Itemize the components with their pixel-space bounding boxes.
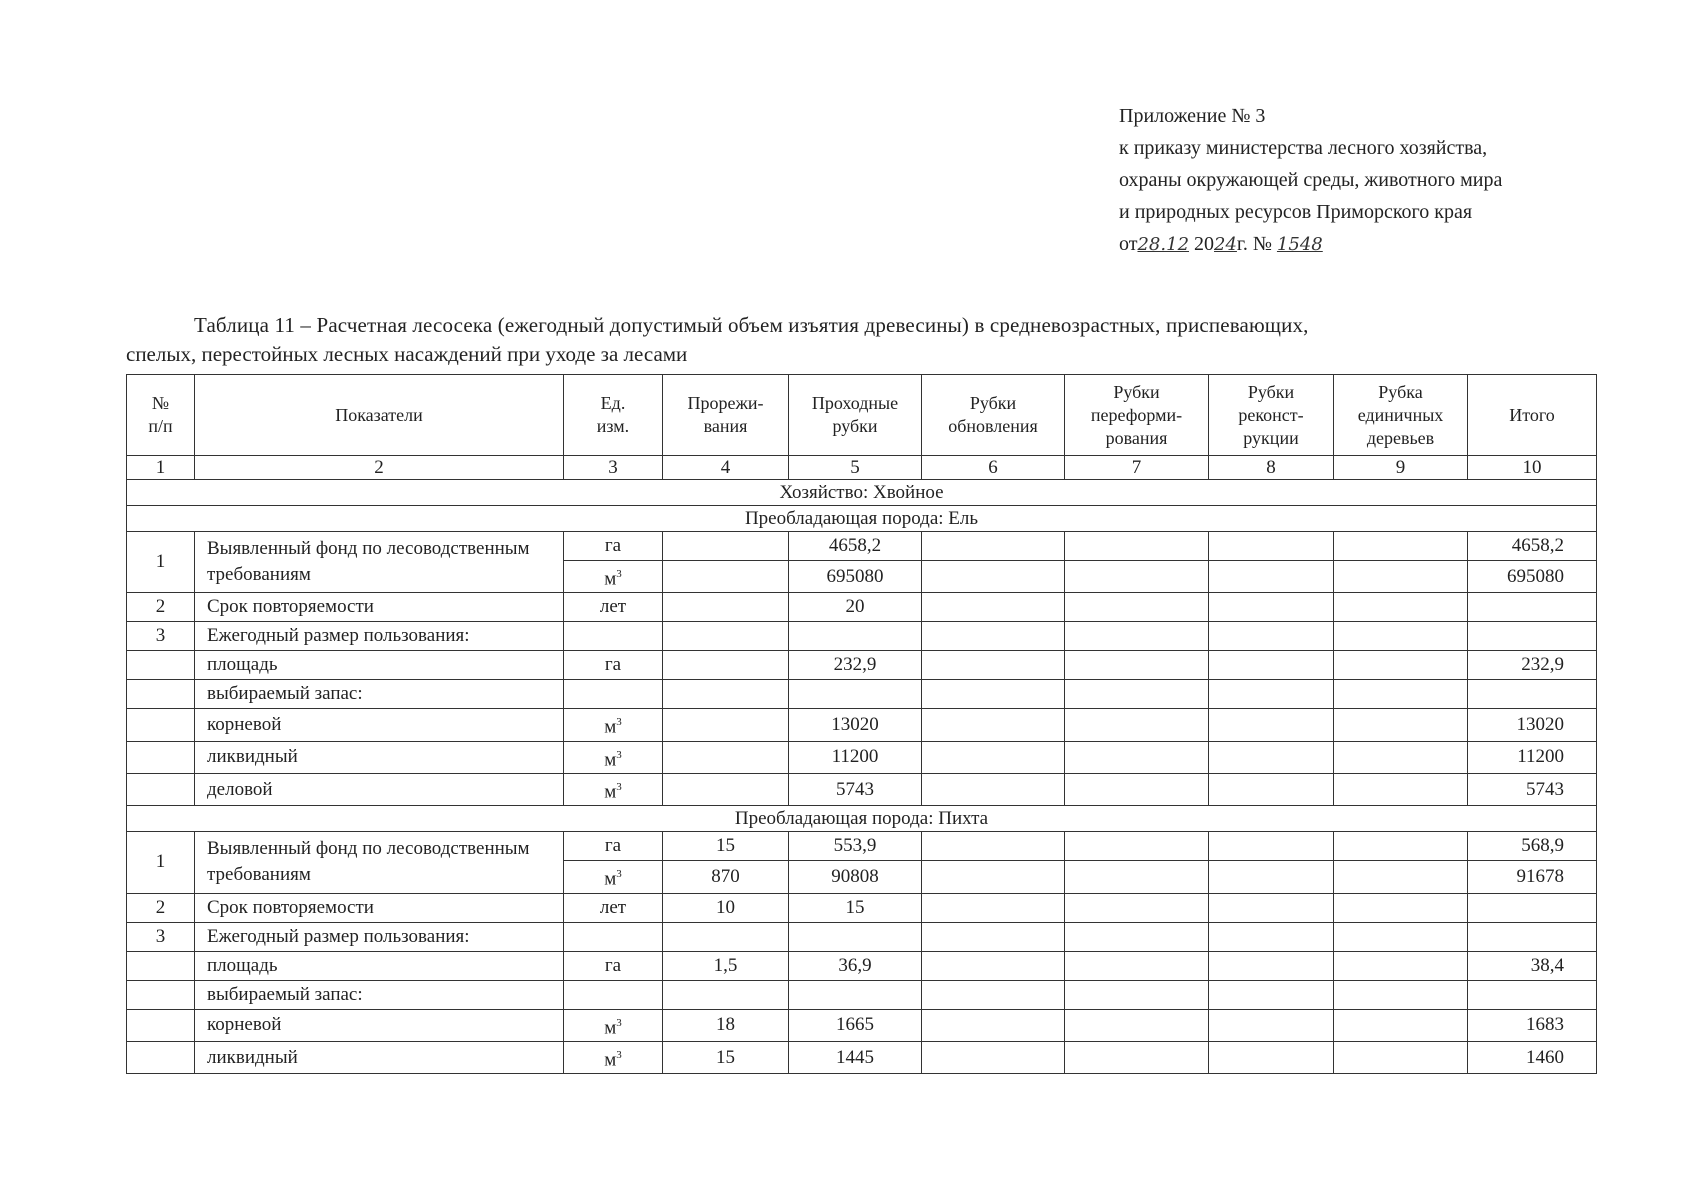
handwritten-date: 28.12 bbox=[1137, 234, 1190, 255]
empty-cell bbox=[1468, 922, 1597, 951]
empty-cell bbox=[1334, 980, 1468, 1009]
header-indicators: Показатели bbox=[195, 375, 564, 456]
row-label: площадь bbox=[195, 951, 564, 980]
empty-cell bbox=[1209, 561, 1334, 593]
empty-cell bbox=[922, 532, 1065, 561]
row-label: Срок повторяемости bbox=[195, 893, 564, 922]
table-row bbox=[127, 709, 1597, 741]
row-label: Выявленный фонд по лесоводственным требованиям bbox=[195, 832, 564, 893]
value-cell: 15 bbox=[789, 893, 922, 922]
unit-cell: $м^3$ bbox=[564, 773, 663, 805]
row-number: 2 bbox=[127, 593, 195, 622]
number-prefix: г. № bbox=[1236, 233, 1272, 255]
date-prefix: от bbox=[1119, 233, 1138, 255]
empty-cell bbox=[1209, 893, 1334, 922]
empty-cell bbox=[1334, 773, 1468, 805]
row-label: Ежегодный размер пользования: bbox=[195, 922, 564, 951]
unit-cell: $м^3$ bbox=[564, 709, 663, 741]
empty-cell bbox=[922, 709, 1065, 741]
row-number: 1 bbox=[127, 832, 195, 893]
empty-cell bbox=[663, 651, 789, 680]
empty-cell bbox=[1334, 532, 1468, 561]
appendix-date-line bbox=[1119, 228, 1502, 261]
empty-cell bbox=[1065, 561, 1209, 593]
empty-cell bbox=[1065, 893, 1209, 922]
empty-cell bbox=[1334, 651, 1468, 680]
unit-cell: $м^3$ bbox=[564, 741, 663, 773]
caption-line-2: спелых, перестойных лесных насаждений при уходе за лесами bbox=[126, 342, 688, 366]
header-single-tree-cut: Рубка единичных деревьев bbox=[1334, 375, 1468, 456]
row-label: ликвидный bbox=[195, 741, 564, 773]
value-cell: 5743 bbox=[789, 773, 922, 805]
spruce-title: Преобладающая порода: Ель bbox=[127, 506, 1597, 532]
empty-cell bbox=[922, 651, 1065, 680]
empty-cell bbox=[1334, 709, 1468, 741]
empty-cell bbox=[922, 1041, 1065, 1073]
value-cell: 870 bbox=[663, 861, 789, 893]
row-number: 3 bbox=[127, 622, 195, 651]
row-number: 3 bbox=[127, 922, 195, 951]
section-row-spruce bbox=[127, 506, 1597, 532]
empty-cell bbox=[1065, 593, 1209, 622]
empty-cell bbox=[564, 680, 663, 709]
row-label: выбираемый запас: bbox=[195, 980, 564, 1009]
empty-cell bbox=[922, 680, 1065, 709]
table-row bbox=[127, 893, 1597, 922]
unit-cell: $м^3$ bbox=[564, 1009, 663, 1041]
empty-cell bbox=[127, 709, 195, 741]
total-cell: 1460 bbox=[1468, 1041, 1597, 1073]
value-cell: 1445 bbox=[789, 1041, 922, 1073]
empty-cell bbox=[1334, 832, 1468, 861]
total-cell: 38,4 bbox=[1468, 951, 1597, 980]
empty-cell bbox=[663, 561, 789, 593]
empty-cell bbox=[127, 651, 195, 680]
empty-cell bbox=[1209, 741, 1334, 773]
empty-cell bbox=[922, 951, 1065, 980]
unit-cell: лет bbox=[564, 593, 663, 622]
empty-cell bbox=[922, 893, 1065, 922]
unit-cell: $м^3$ bbox=[564, 561, 663, 593]
empty-cell bbox=[1468, 593, 1597, 622]
unit-cell: га bbox=[564, 651, 663, 680]
row-label: корневой bbox=[195, 709, 564, 741]
empty-cell bbox=[1209, 622, 1334, 651]
col-number: 10 bbox=[1468, 456, 1597, 480]
empty-cell bbox=[1209, 709, 1334, 741]
appendix-order-line: к приказу министерства лесного хозяйства, bbox=[1119, 137, 1488, 159]
empty-cell bbox=[663, 980, 789, 1009]
col-number: 4 bbox=[663, 456, 789, 480]
table-caption bbox=[126, 311, 1596, 369]
empty-cell bbox=[1209, 773, 1334, 805]
unit-cell: га bbox=[564, 532, 663, 561]
table-row bbox=[127, 622, 1597, 651]
total-cell: 4658,2 bbox=[1468, 532, 1597, 561]
empty-cell bbox=[564, 922, 663, 951]
empty-cell bbox=[1209, 680, 1334, 709]
empty-cell bbox=[1209, 1041, 1334, 1073]
empty-cell bbox=[663, 773, 789, 805]
empty-cell bbox=[127, 741, 195, 773]
empty-cell bbox=[1065, 651, 1209, 680]
value-cell: 4658,2 bbox=[789, 532, 922, 561]
empty-cell bbox=[1334, 922, 1468, 951]
header-thinning: Прорежи- вания bbox=[663, 375, 789, 456]
empty-cell bbox=[1065, 1009, 1209, 1041]
appendix-title: Приложение № 3 bbox=[1119, 105, 1266, 127]
empty-cell bbox=[1065, 680, 1209, 709]
col-number: 6 bbox=[922, 456, 1065, 480]
col-number: 3 bbox=[564, 456, 663, 480]
table-row bbox=[127, 532, 1597, 561]
empty-cell bbox=[1065, 741, 1209, 773]
empty-cell bbox=[663, 622, 789, 651]
value-cell: 20 bbox=[789, 593, 922, 622]
empty-cell bbox=[1334, 861, 1468, 893]
empty-cell bbox=[1334, 622, 1468, 651]
value-cell: 18 bbox=[663, 1009, 789, 1041]
empty-cell bbox=[564, 980, 663, 1009]
header-unit: Ед. изм. bbox=[564, 375, 663, 456]
unit-cell: $м^3$ bbox=[564, 1041, 663, 1073]
empty-cell bbox=[1065, 861, 1209, 893]
value-cell: 11200 bbox=[789, 741, 922, 773]
empty-cell bbox=[1209, 651, 1334, 680]
empty-cell bbox=[922, 593, 1065, 622]
value-cell: 90808 bbox=[789, 861, 922, 893]
empty-cell bbox=[1468, 893, 1597, 922]
empty-cell bbox=[1334, 1009, 1468, 1041]
table-row bbox=[127, 680, 1597, 709]
empty-cell bbox=[663, 741, 789, 773]
row-label: ликвидный bbox=[195, 1041, 564, 1073]
value-cell: 10 bbox=[663, 893, 789, 922]
header-total: Итого bbox=[1468, 375, 1597, 456]
empty-cell bbox=[1065, 832, 1209, 861]
empty-cell bbox=[922, 741, 1065, 773]
empty-cell bbox=[1334, 593, 1468, 622]
total-cell: 5743 bbox=[1468, 773, 1597, 805]
total-cell: 1683 bbox=[1468, 1009, 1597, 1041]
table-row bbox=[127, 922, 1597, 951]
empty-cell bbox=[127, 773, 195, 805]
caption-line-1: Таблица 11 – Расчетная лесосека (ежегодный допустимый объем изъятия древесины) в средневозрастных, приспевающих, bbox=[194, 313, 1309, 337]
empty-cell bbox=[663, 922, 789, 951]
section-row-farm bbox=[127, 480, 1597, 506]
value-cell: 36,9 bbox=[789, 951, 922, 980]
empty-cell bbox=[1334, 1041, 1468, 1073]
farm-title: Хозяйство: Хвойное bbox=[127, 480, 1597, 506]
empty-cell bbox=[789, 922, 922, 951]
value-cell: 695080 bbox=[789, 561, 922, 593]
empty-cell bbox=[789, 980, 922, 1009]
empty-cell bbox=[127, 1041, 195, 1073]
empty-cell bbox=[1209, 980, 1334, 1009]
unit-cell: га bbox=[564, 951, 663, 980]
header-row bbox=[127, 375, 1597, 456]
appendix-ministry-line: охраны окружающей среды, животного мира bbox=[1119, 169, 1503, 191]
handwritten-number: 1548 bbox=[1276, 234, 1323, 255]
empty-cell bbox=[1209, 861, 1334, 893]
empty-cell bbox=[922, 561, 1065, 593]
total-cell: 91678 bbox=[1468, 861, 1597, 893]
empty-cell bbox=[1468, 980, 1597, 1009]
forest-cutting-table bbox=[126, 374, 1597, 1074]
value-cell: 15 bbox=[663, 832, 789, 861]
value-cell: 1,5 bbox=[663, 951, 789, 980]
empty-cell bbox=[1209, 593, 1334, 622]
total-cell: 13020 bbox=[1468, 709, 1597, 741]
empty-cell bbox=[663, 709, 789, 741]
empty-cell bbox=[1334, 893, 1468, 922]
empty-cell bbox=[663, 593, 789, 622]
empty-cell bbox=[922, 832, 1065, 861]
empty-cell bbox=[922, 1009, 1065, 1041]
row-label: Срок повторяемости bbox=[195, 593, 564, 622]
empty-cell bbox=[1334, 561, 1468, 593]
total-cell: 232,9 bbox=[1468, 651, 1597, 680]
col-number: 1 bbox=[127, 456, 195, 480]
total-cell: 568,9 bbox=[1468, 832, 1597, 861]
row-label: площадь bbox=[195, 651, 564, 680]
row-label: корневой bbox=[195, 1009, 564, 1041]
value-cell: 232,9 bbox=[789, 651, 922, 680]
col-number: 5 bbox=[789, 456, 922, 480]
empty-cell bbox=[1334, 741, 1468, 773]
empty-cell bbox=[1065, 980, 1209, 1009]
total-cell: 11200 bbox=[1468, 741, 1597, 773]
empty-cell bbox=[1065, 622, 1209, 651]
appendix-header bbox=[1119, 100, 1502, 261]
value-cell: 1665 bbox=[789, 1009, 922, 1041]
col-number: 2 bbox=[195, 456, 564, 480]
table-row bbox=[127, 951, 1597, 980]
empty-cell bbox=[1209, 922, 1334, 951]
empty-cell bbox=[789, 622, 922, 651]
empty-cell bbox=[922, 922, 1065, 951]
column-numbers-row bbox=[127, 456, 1597, 480]
unit-cell: лет bbox=[564, 893, 663, 922]
col-number: 7 bbox=[1065, 456, 1209, 480]
col-number: 9 bbox=[1334, 456, 1468, 480]
table-row bbox=[127, 832, 1597, 861]
unit-cell: $м^3$ bbox=[564, 861, 663, 893]
empty-cell bbox=[1468, 680, 1597, 709]
empty-cell bbox=[1334, 951, 1468, 980]
unit-cell: га bbox=[564, 832, 663, 861]
empty-cell bbox=[663, 532, 789, 561]
empty-cell bbox=[127, 1009, 195, 1041]
empty-cell bbox=[1209, 532, 1334, 561]
value-cell: 553,9 bbox=[789, 832, 922, 861]
value-cell: 13020 bbox=[789, 709, 922, 741]
empty-cell bbox=[922, 861, 1065, 893]
empty-cell bbox=[127, 980, 195, 1009]
handwritten-year: 24 bbox=[1214, 234, 1237, 255]
table-row bbox=[127, 741, 1597, 773]
empty-cell bbox=[1065, 922, 1209, 951]
empty-cell bbox=[922, 622, 1065, 651]
fir-title: Преобладающая порода: Пихта bbox=[127, 806, 1597, 832]
table-row bbox=[127, 980, 1597, 1009]
empty-cell bbox=[922, 980, 1065, 1009]
empty-cell bbox=[1065, 1041, 1209, 1073]
empty-cell bbox=[663, 680, 789, 709]
row-label: Ежегодный размер пользования: bbox=[195, 622, 564, 651]
empty-cell bbox=[1065, 709, 1209, 741]
empty-cell bbox=[1065, 773, 1209, 805]
empty-cell bbox=[1065, 951, 1209, 980]
value-cell: 15 bbox=[663, 1041, 789, 1073]
table-row bbox=[127, 593, 1597, 622]
row-label: деловой bbox=[195, 773, 564, 805]
empty-cell bbox=[1334, 680, 1468, 709]
table-row bbox=[127, 773, 1597, 805]
empty-cell bbox=[127, 680, 195, 709]
empty-cell bbox=[1209, 1009, 1334, 1041]
empty-cell bbox=[1468, 622, 1597, 651]
empty-cell bbox=[1209, 832, 1334, 861]
header-renewal-cuts: Рубки обновления bbox=[922, 375, 1065, 456]
year-prefix: 20 bbox=[1194, 233, 1215, 255]
row-number: 2 bbox=[127, 893, 195, 922]
empty-cell bbox=[1065, 532, 1209, 561]
header-reformation-cuts: Рубки переформи- рования bbox=[1065, 375, 1209, 456]
header-passing-cuts: Проходные рубки bbox=[789, 375, 922, 456]
header-number: № п/п bbox=[127, 375, 195, 456]
table-row bbox=[127, 1041, 1597, 1073]
empty-cell bbox=[1209, 951, 1334, 980]
empty-cell bbox=[127, 951, 195, 980]
col-number: 8 bbox=[1209, 456, 1334, 480]
empty-cell bbox=[922, 773, 1065, 805]
total-cell: 695080 bbox=[1468, 561, 1597, 593]
row-number: 1 bbox=[127, 532, 195, 593]
table-row bbox=[127, 1009, 1597, 1041]
empty-cell bbox=[789, 680, 922, 709]
appendix-region-line: и природных ресурсов Приморского края bbox=[1119, 201, 1473, 223]
row-label: выбираемый запас: bbox=[195, 680, 564, 709]
header-reconstruction-cuts: Рубки реконст- рукции bbox=[1209, 375, 1334, 456]
table-row bbox=[127, 651, 1597, 680]
row-label: Выявленный фонд по лесоводственным требованиям bbox=[195, 532, 564, 593]
section-row-fir bbox=[127, 806, 1597, 832]
empty-cell bbox=[564, 622, 663, 651]
